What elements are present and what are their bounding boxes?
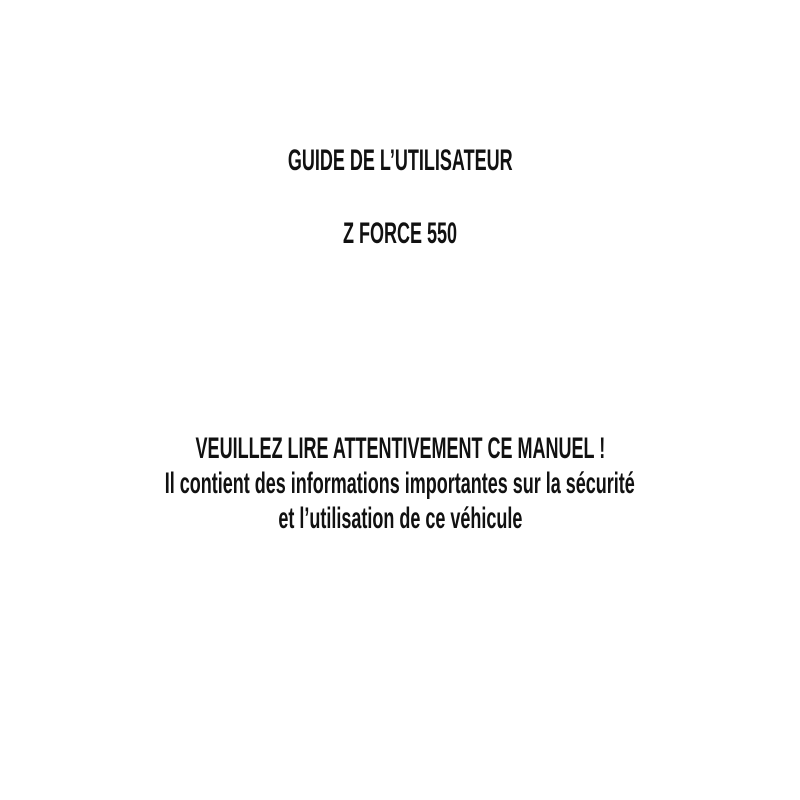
notice-line-3-text: et l’utilisation de ce véhicule [277, 502, 523, 535]
model-name-text: Z FORCE 550 [342, 217, 458, 250]
document-title [0, 146, 800, 176]
safety-notice-block [0, 431, 800, 536]
notice-line-2-text: Il contient des informations importantes sur la sécurité [164, 467, 636, 500]
notice-line-2 [0, 466, 800, 501]
notice-line-3 [0, 501, 800, 536]
title-block [0, 146, 800, 249]
model-name [0, 219, 800, 249]
notice-line-1-text: VEUILLEZ LIRE ATTENTIVEMENT CE MANUEL ! [195, 432, 605, 465]
notice-line-1 [0, 431, 800, 466]
document-title-text: GUIDE DE L’UTILISATEUR [287, 144, 513, 177]
